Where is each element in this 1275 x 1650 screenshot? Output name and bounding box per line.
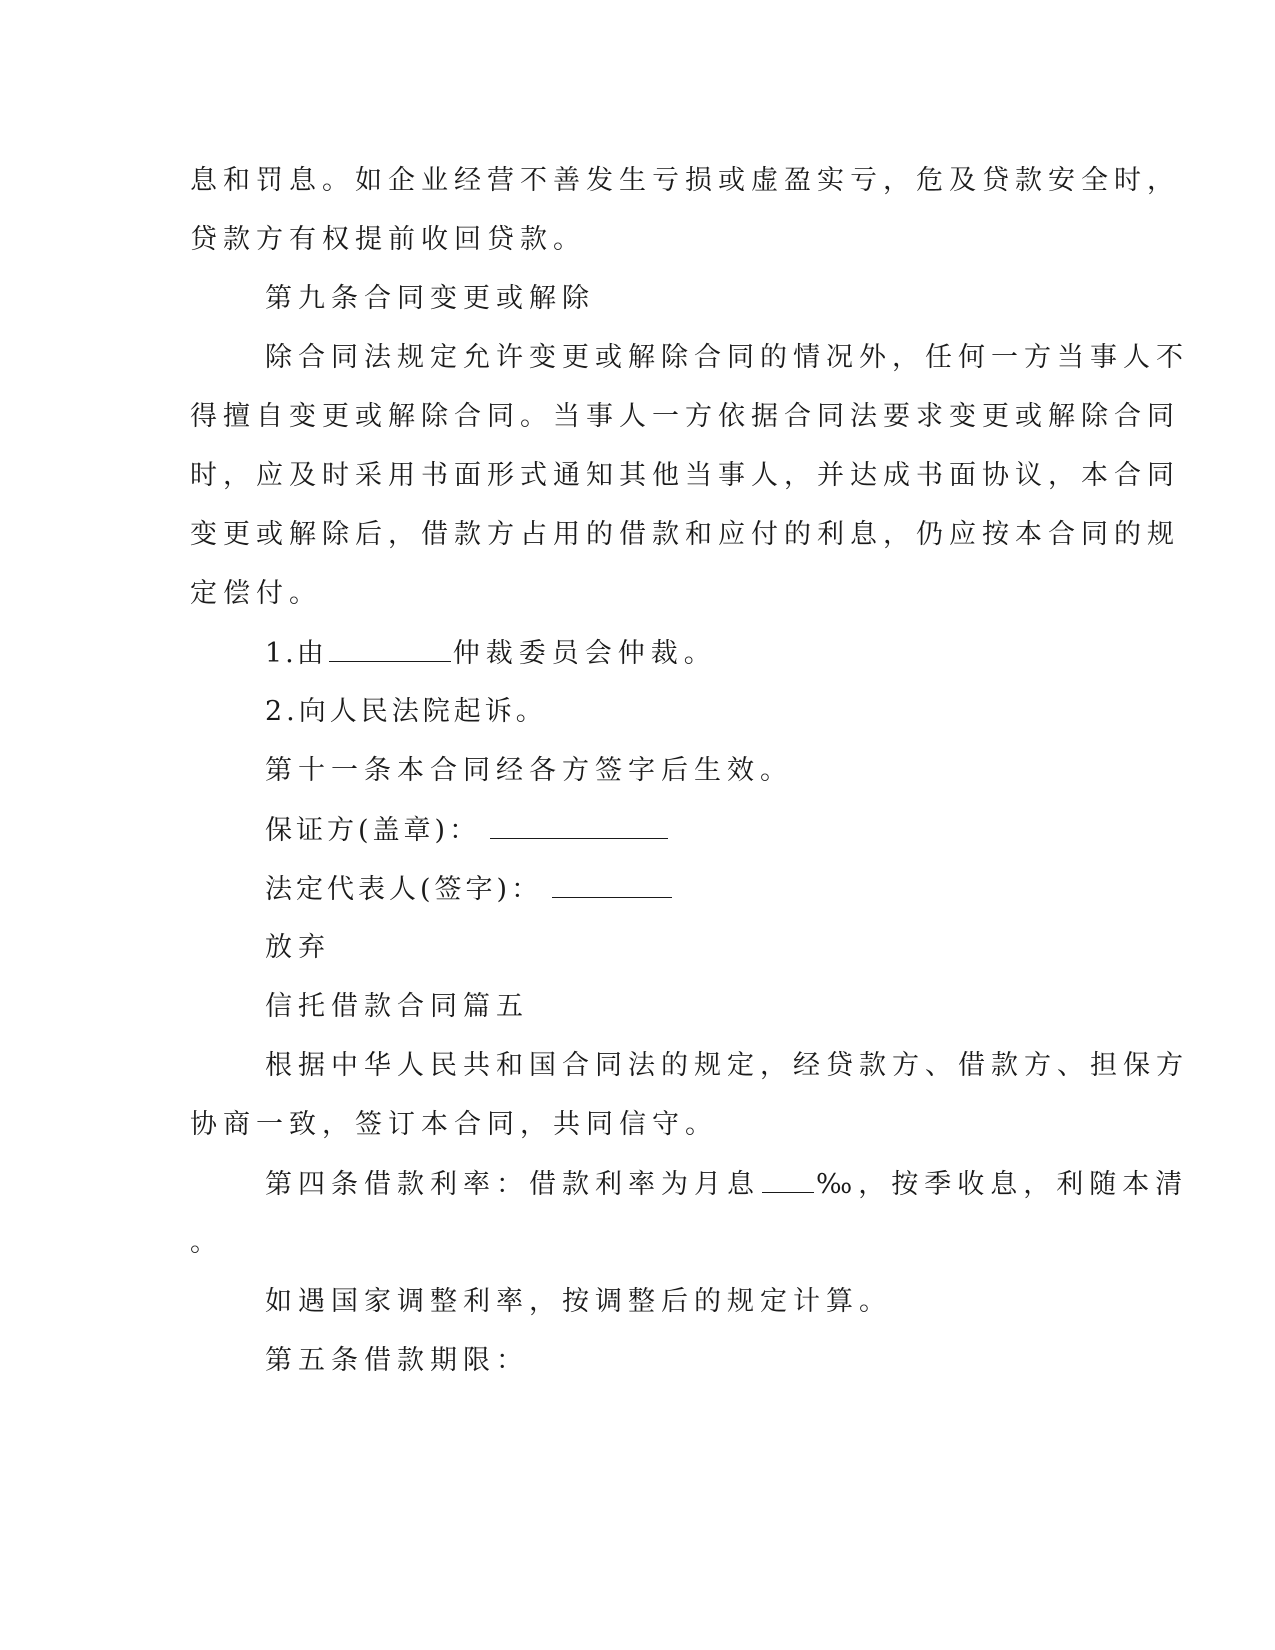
paragraph-line: 时，应及时采用书面形式通知其他当事人，并达成书面协议，本合同 (190, 460, 1180, 491)
intro-line: 协商一致，签订本合同，共同信守。 (190, 1109, 718, 1140)
paragraph-line: 除合同法规定允许变更或解除合同的情况外，任何一方当事人不 (265, 342, 1189, 373)
arbitration-blank (329, 635, 451, 662)
article-4-prefix: 第四条借款利率：借款利率为月息 (265, 1169, 760, 1200)
article-11: 第十一条本合同经各方签字后生效。 (265, 755, 793, 786)
waive-text: 放弃 (265, 932, 331, 963)
guarantor-signature-line (265, 812, 670, 849)
intro-line: 根据中华人民共和国合同法的规定，经贷款方、借款方、担保方 (265, 1050, 1189, 1081)
rate-adjust-line: 如遇国家调整利率，按调整后的规定计算。 (265, 1286, 892, 1317)
article-4-tail: 。 (190, 1227, 223, 1258)
article-heading: 第九条合同变更或解除 (265, 283, 595, 314)
paragraph-line: 息和罚息。如企业经营不善发生亏损或虚盈实亏，危及贷款安全时， (190, 165, 1180, 196)
arbitration-prefix: 1.由 (265, 638, 327, 669)
lawsuit-option: 2.向人民法院起诉。 (265, 696, 547, 727)
arbitration-suffix: 仲裁委员会仲裁。 (452, 638, 717, 669)
article-4-suffix: ‰，按季收息，利随本清 (816, 1169, 1189, 1200)
paragraph-line: 变更或解除后，借款方占用的借款和应付的利息，仍应按本合同的规 (190, 519, 1180, 550)
arbitration-option (265, 635, 717, 672)
paragraph-line: 得擅自变更或解除合同。当事人一方依据合同法要求变更或解除合同 (190, 401, 1180, 432)
article-5: 第五条借款期限： (265, 1345, 529, 1376)
legal-rep-blank (552, 871, 672, 898)
legal-rep-label: 法定代表人(签字)： (265, 874, 543, 905)
paragraph-line: 贷款方有权提前收回贷款。 (190, 224, 586, 255)
guarantor-label: 保证方(盖章)： (265, 815, 481, 846)
article-4 (265, 1166, 1188, 1203)
legal-rep-signature-line (265, 871, 674, 908)
interest-rate-blank (762, 1166, 814, 1193)
section-title: 信托借款合同篇五 (265, 991, 529, 1022)
guarantor-blank (490, 812, 668, 839)
paragraph-line: 定偿付。 (190, 578, 322, 609)
